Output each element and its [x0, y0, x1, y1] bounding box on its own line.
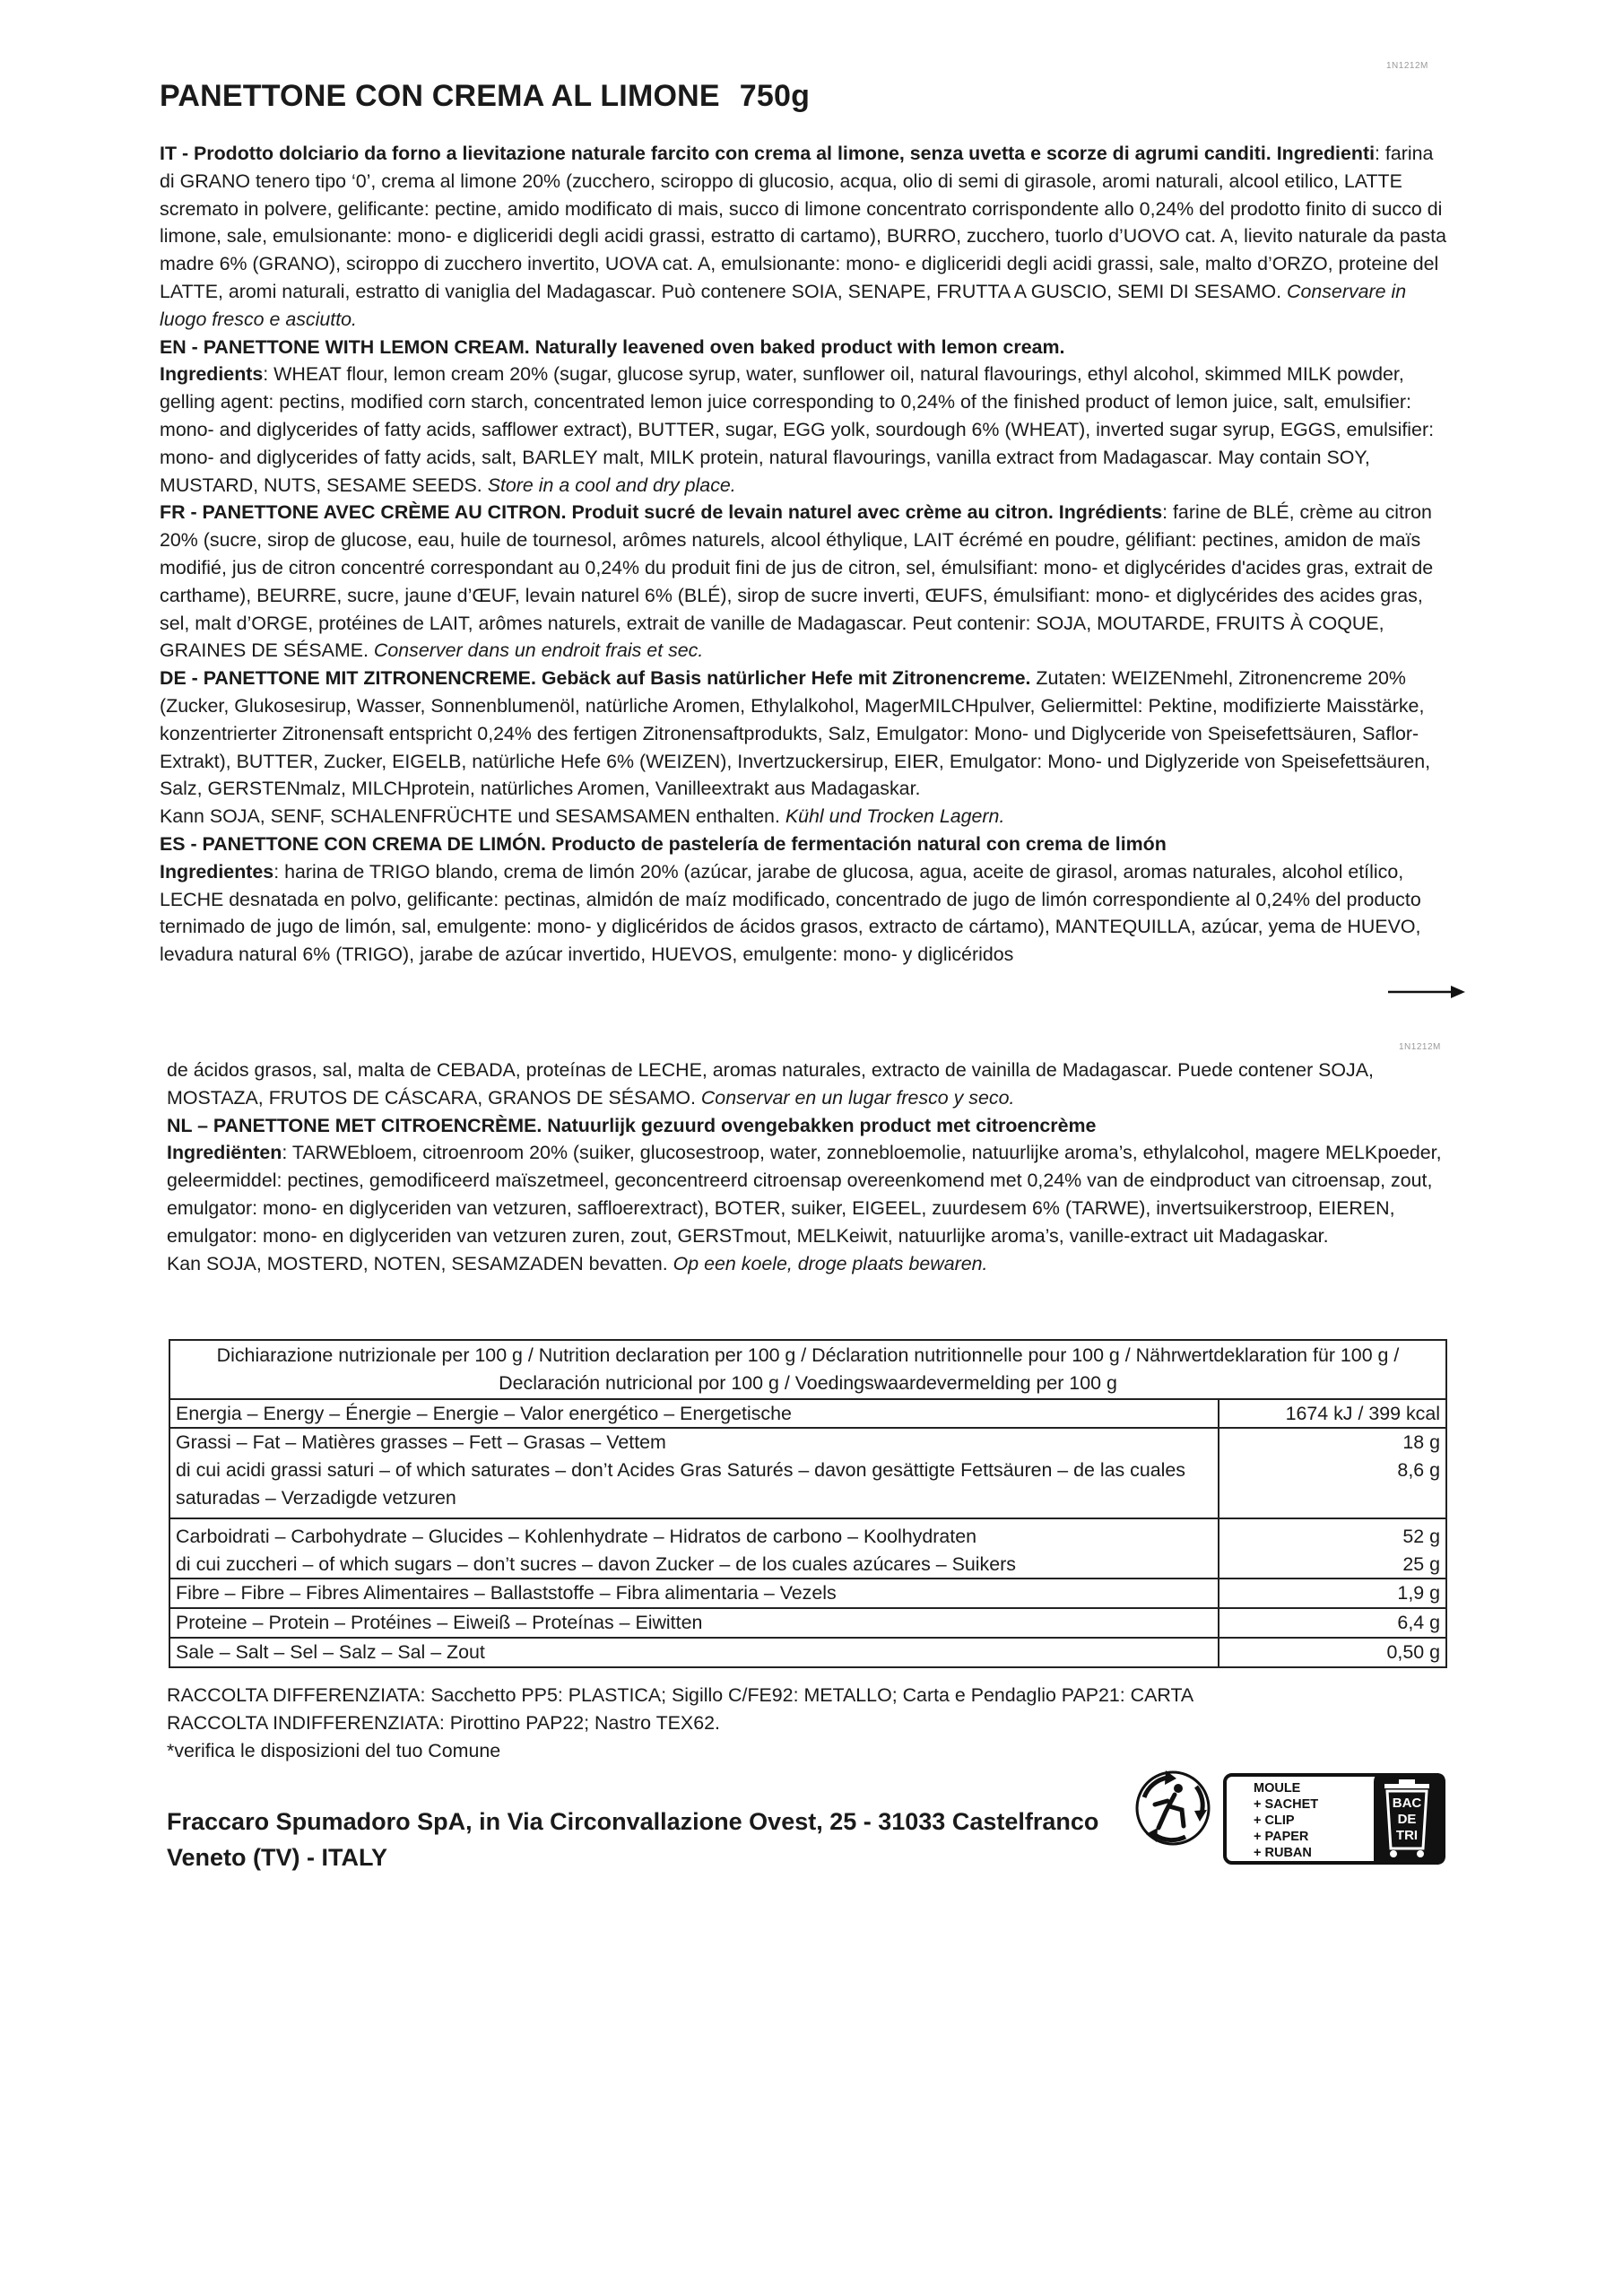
french-lead: FR - PANETTONE AVEC CRÈME AU CITRON. Produit sucré de levain naturel avec crème au citron. Ingrédients [160, 501, 1163, 524]
ingredients-block-page2 [167, 1057, 1458, 1277]
component-moule: MOULE [1254, 1781, 1301, 1796]
dutch-body: : TARWEbloem, citroenroom 20% (suiker, glucosestroop, water, zonnebloemolie, natuurlijke aroma’s, ethylalcohol, magere MELKpoeder, geleermiddel: pectines, gemodificeerd maïszetmeel, geconcentreerd citroensap overeenkomend met 0,24% van de eindproduct van citroensap, zout, emulgator: mono- en diglyceriden van vetzuren, saffloerextract), BOTER, suiker, EIGEEL, zuurdesem 6% (TARWE), invertsuikerstroop, EIEREN, emulgator: mono- en diglyceriden van vetzuren zuren, zout, GERSTmout, MELKeiwit, natuurlijke aroma’s, vanille-extract uit Madagaskar. [167, 1142, 1442, 1247]
component-ruban: + RUBAN [1254, 1846, 1312, 1860]
continue-arrow-icon [1388, 983, 1465, 1001]
nutrition-row-salt [169, 1638, 1446, 1667]
sorting-bin-icon [1374, 1773, 1445, 1865]
nutrition-header: Dichiarazione nutrizionale per 100 g / Nutrition declaration per 100 g / Déclaration nutritionnelle pour 100 g / Nährwertdeklaration für 100 g / Declaración nutricional por 100 g / Voedingswaardevermelding per 100 g [169, 1340, 1446, 1399]
product-weight: 750g [739, 79, 811, 113]
dutch-lead: NL – PANETTONE MET CITROENCRÈME. Natuurlijk gezuurd ovengebakken product met citroencrème [167, 1114, 1097, 1136]
fibre-label: Fibre – Fibre – Fibres Alimentaires – Ballaststoffe – Fibra alimentaria – Vezels [169, 1578, 1219, 1608]
italian-storage: Conservare in luogo fresco e asciutto. [160, 280, 1407, 330]
protein-value: 6,4 g [1219, 1608, 1446, 1638]
ingredients-block-page1 [160, 140, 1451, 969]
english-ingredients-label: Ingredients [160, 363, 264, 386]
german-body: Zutaten: WEIZENmehl, Zitronencreme 20% (Zucker, Glukosesirup, Wasser, Sonnenblumenöl, natürliche Aromen, Ethylalkohol, MagerMILCHpulver, Geliermittel: Pektine, modifizierte Maisstärke, konzentrierter Zitronensaft entspricht 0,24% des fertigen Zitronensaftprodukts, Salz, Emulgator: Mono- und Diglyceride von Speisefettsäuren, Saflor-Extrakt), BUTTER, Zucker, EIGELB, natürliche Hefe 6% (WEIZEN), Invertzuckersirup, EIER, Emulgator: Mono- und Diglyzeride von Speisefettsäuren, Salz, GERSTENmalz, MILCHprotein, natürliches Aromen, Vanilleextrakt aus Madagaskar. [160, 667, 1431, 800]
bin-label-line2: DE [1397, 1812, 1417, 1827]
fat-value: 18 g [1402, 1431, 1440, 1454]
nutrition-row-fibre [169, 1578, 1446, 1608]
packaging-components-list [1254, 1780, 1318, 1861]
salt-value: 0,50 g [1219, 1638, 1446, 1667]
german-lead: DE - PANETTONE MIT ZITRONENCREME. Gebäck auf Basis natürlicher Hefe mit Zitronencreme. [160, 667, 1031, 690]
saturates-value: 8,6 g [1397, 1459, 1440, 1482]
page-code: 1N1212M [1386, 61, 1428, 71]
carbs-cell [169, 1518, 1219, 1579]
german-section [160, 665, 1451, 831]
nutrition-row-fat [169, 1428, 1446, 1518]
italian-body: : farina di GRANO tenero tipo ‘0’, crema al limone 20% (zucchero, sciroppo di glucosio, acqua, olio di semi di girasole, aromi naturali, alcool etilico, LATTE scremato in polvere, gelificante: pectine, amido modificato di mais, succo di limone concentrato corrispondente allo 0,24% del prodotto finito di succo di limone, sale, emulsionante: mono- e digliceridi degli acidi grassi, estratto di cartamo), BURRO, zucchero, tuorlo d’UOVO cat. A, lievito naturale da pasta madre 6% (GRANO), sciroppo di zucchero invertito, UOVA cat. A, emulsionante: mono- e digliceridi degli acidi grassi, sale, malto d’ORZO, proteine del LATTE, aromi naturali, estratto di vaniglia del Madagascar. Può contenere SOIA, SENAPE, FRUTTA A GUSCIO, SEMI DI SESAMO. [160, 143, 1447, 302]
energy-label: Energia – Energy – Énergie – Energie – Valor energético – Energetische [169, 1399, 1219, 1429]
triman-info-box [1223, 1773, 1445, 1865]
salt-label: Sale – Salt – Sel – Salz – Sal – Zout [169, 1638, 1219, 1667]
energy-value: 1674 kJ / 399 kcal [1219, 1399, 1446, 1429]
french-storage: Conserver dans un endroit frais et sec. [373, 639, 704, 662]
page-code: 1N1212M [1399, 1042, 1441, 1052]
component-paper: + PAPER [1254, 1830, 1309, 1844]
spanish-storage: Conservar en un lugar fresco y seco. [700, 1086, 1015, 1109]
dutch-storage: Op een koele, droge plaats bewaren. [673, 1252, 988, 1274]
product-name: PANETTONE CON CREMA AL LIMONE [160, 79, 720, 113]
triman-recycling-icon [1132, 1767, 1214, 1849]
carbs-label: Carboidrati – Carbohydrate – Glucides – Kohlenhydrate – Hidratos de carbono – Koolhydraten [176, 1525, 977, 1547]
component-sachet: + SACHET [1254, 1797, 1319, 1812]
fat-label: Grassi – Fat – Matières grasses – Fett – Grasas – Vettem [176, 1431, 666, 1454]
municipality-note: *verifica le disposizioni del tuo Comune [167, 1739, 501, 1761]
saturates-label: di cui acidi grassi saturi – of which saturates – don’t Acides Gras Saturés – davon gesättigte Fettsäuren – de las cuales saturadas – Verzadigde vetzuren [176, 1459, 1185, 1509]
fibre-value: 1,9 g [1219, 1578, 1446, 1608]
spanish-body-part1: : harina de TRIGO blando, crema de limón 20% (azúcar, jarabe de glucosa, agua, aceite de girasol, aromas naturales, alcohol etílico, LECHE desnatada en polvo, gelificante: pectinas, almidón de maíz modificado, concentrado de jugo de limón correspondiente al 0,24% del producto ternimado de jugo de limón, sal, emulgente: mono- y diglicéridos de ácidos grasos, extracto de cártamo), MANTEQUILLA, azúcar, yema de HUEVO, levadura natural 6% (TRIGO), jarabe de azúcar invertido, HUEVOS, emulgente: mono- y diglicéridos [160, 860, 1421, 966]
sugars-value: 25 g [1402, 1552, 1440, 1575]
dutch-section [167, 1112, 1458, 1278]
spanish-ingredients-label: Ingredientes [160, 860, 274, 883]
bin-label-line3: TRI [1395, 1828, 1419, 1843]
separate-collection: RACCOLTA DIFFERENZIATA: Sacchetto PP5: PLASTICA; Sigillo C/FE92: METALLO; Carta e Pendaglio PAP21: CARTA [167, 1684, 1194, 1706]
italian-lead: IT - Prodotto dolciario da forno a lievitazione naturale farcito con crema al limone, senza uvetta e scorze di agrumi canditi. Ingredienti [160, 143, 1376, 164]
spanish-section [160, 831, 1451, 969]
spanish-lead: ES - PANETTONE CON CREMA DE LIMÓN. Producto de pastelería de fermentación natural con crema de limón [160, 832, 1167, 855]
fat-cell [169, 1428, 1219, 1518]
bin-label-line1: BAC [1392, 1796, 1422, 1811]
carbs-values-cell [1219, 1518, 1446, 1579]
nutrition-row-protein [169, 1608, 1446, 1638]
nutrition-table [169, 1339, 1447, 1668]
french-body: : farine de BLÉ, crème au citron 20% (sucre, sirop de glucose, eau, huile de tournesol, arômes naturels, alcool éthylique, LAIT écrémé en poudre, gélifiant: pectines, amidon de maïs modifié, jus de citron concentré correspondant au 0,24% du produit fini de jus de citron, sel, émulsifiant: mono- et diglycérides d'acides gras, extrait de carthame), BEURRE, sucre, jaune d’ŒUF, levain naturel 6% (BLÉ), sirop de sucre inverti, ŒUFS, émulsifiant: mono- et diglycérides des acides gras, sel, malt d’ORGE, protéines de LAIT, arômes naturels, extrait de vanille de Madagascar. Peut contenir: SOJA, MOUTARDE, FRUITS À COQUE, GRAINES DE SÉSAME. [160, 501, 1434, 662]
fat-values-cell [1219, 1428, 1446, 1518]
sugars-label: di cui zuccheri – of which sugars – don’t sucres – davon Zucker – de los cuales azúcares – Suikers [176, 1552, 1016, 1575]
spanish-continued [167, 1057, 1458, 1112]
unsorted-collection: RACCOLTA INDIFFERENZIATA: Pirottino PAP22; Nastro TEX62. [167, 1711, 720, 1734]
carbs-value: 52 g [1402, 1525, 1440, 1547]
company-address: Fraccaro Spumadoro SpA, in Via Circonvallazione Ovest, 25 - 31033 Castelfranco Veneto (TV) - ITALY [167, 1808, 1099, 1871]
component-clip: + CLIP [1254, 1813, 1295, 1828]
dutch-ingredients-label: Ingrediënten [167, 1142, 282, 1164]
english-lead: EN - PANETTONE WITH LEMON CREAM. Naturally leavened oven baked product with lemon cream. [160, 335, 1065, 358]
italian-section [160, 140, 1451, 334]
english-body: : WHEAT flour, lemon cream 20% (sugar, glucose syrup, water, sunflower oil, natural flavourings, ethyl alcohol, skimmed MILK powder, gelling agent: pectins, modified corn starch, concentrated lemon juice corresponding to 0,24% of the finished product of lemon juice, salt, emulsifier: mono- and diglycerides of fatty acids, safflower extract), BUTTER, sugar, EGG yolk, sourdough 6% (WHEAT), inverted sugar syrup, EGGS, emulsifier: mono- and diglycerides of fatty acids, salt, BARLEY malt, MILK protein, natural flavourings, vanilla extract from Madagascar. May contain SOY, MUSTARD, NUTS, SESAME SEEDS. [160, 363, 1435, 496]
dutch-allergens: Kan SOJA, MOSTERD, NOTEN, SESAMZADEN bevatten. [167, 1252, 673, 1274]
spanish-body-part2: de ácidos grasos, sal, malta de CEBADA, proteínas de LECHE, aromas naturales, extracto de vainilla de Madagascar. Puede contener SOJA, MOSTAZA, FRUTOS DE CÁSCARA, GRANOS DE SÉSAMO. [167, 1059, 1374, 1109]
german-allergens: Kann SOJA, SENF, SCHALENFRÜCHTE und SESAMSAMEN enthalten. [160, 805, 785, 828]
waste-disposal-info [167, 1682, 1193, 1764]
nutrition-row-energy [169, 1399, 1446, 1429]
nutrition-row-carbs [169, 1518, 1446, 1579]
english-storage: Store in a cool and dry place. [487, 474, 736, 496]
nutrition-header-row [169, 1340, 1446, 1399]
protein-label: Proteine – Protein – Protéines – Eiweiß – Proteínas – Eiwitten [169, 1608, 1219, 1638]
english-section [160, 334, 1451, 500]
french-section [160, 499, 1451, 665]
product-title [160, 79, 810, 114]
german-storage: Kühl und Trocken Lagern. [785, 805, 1005, 828]
